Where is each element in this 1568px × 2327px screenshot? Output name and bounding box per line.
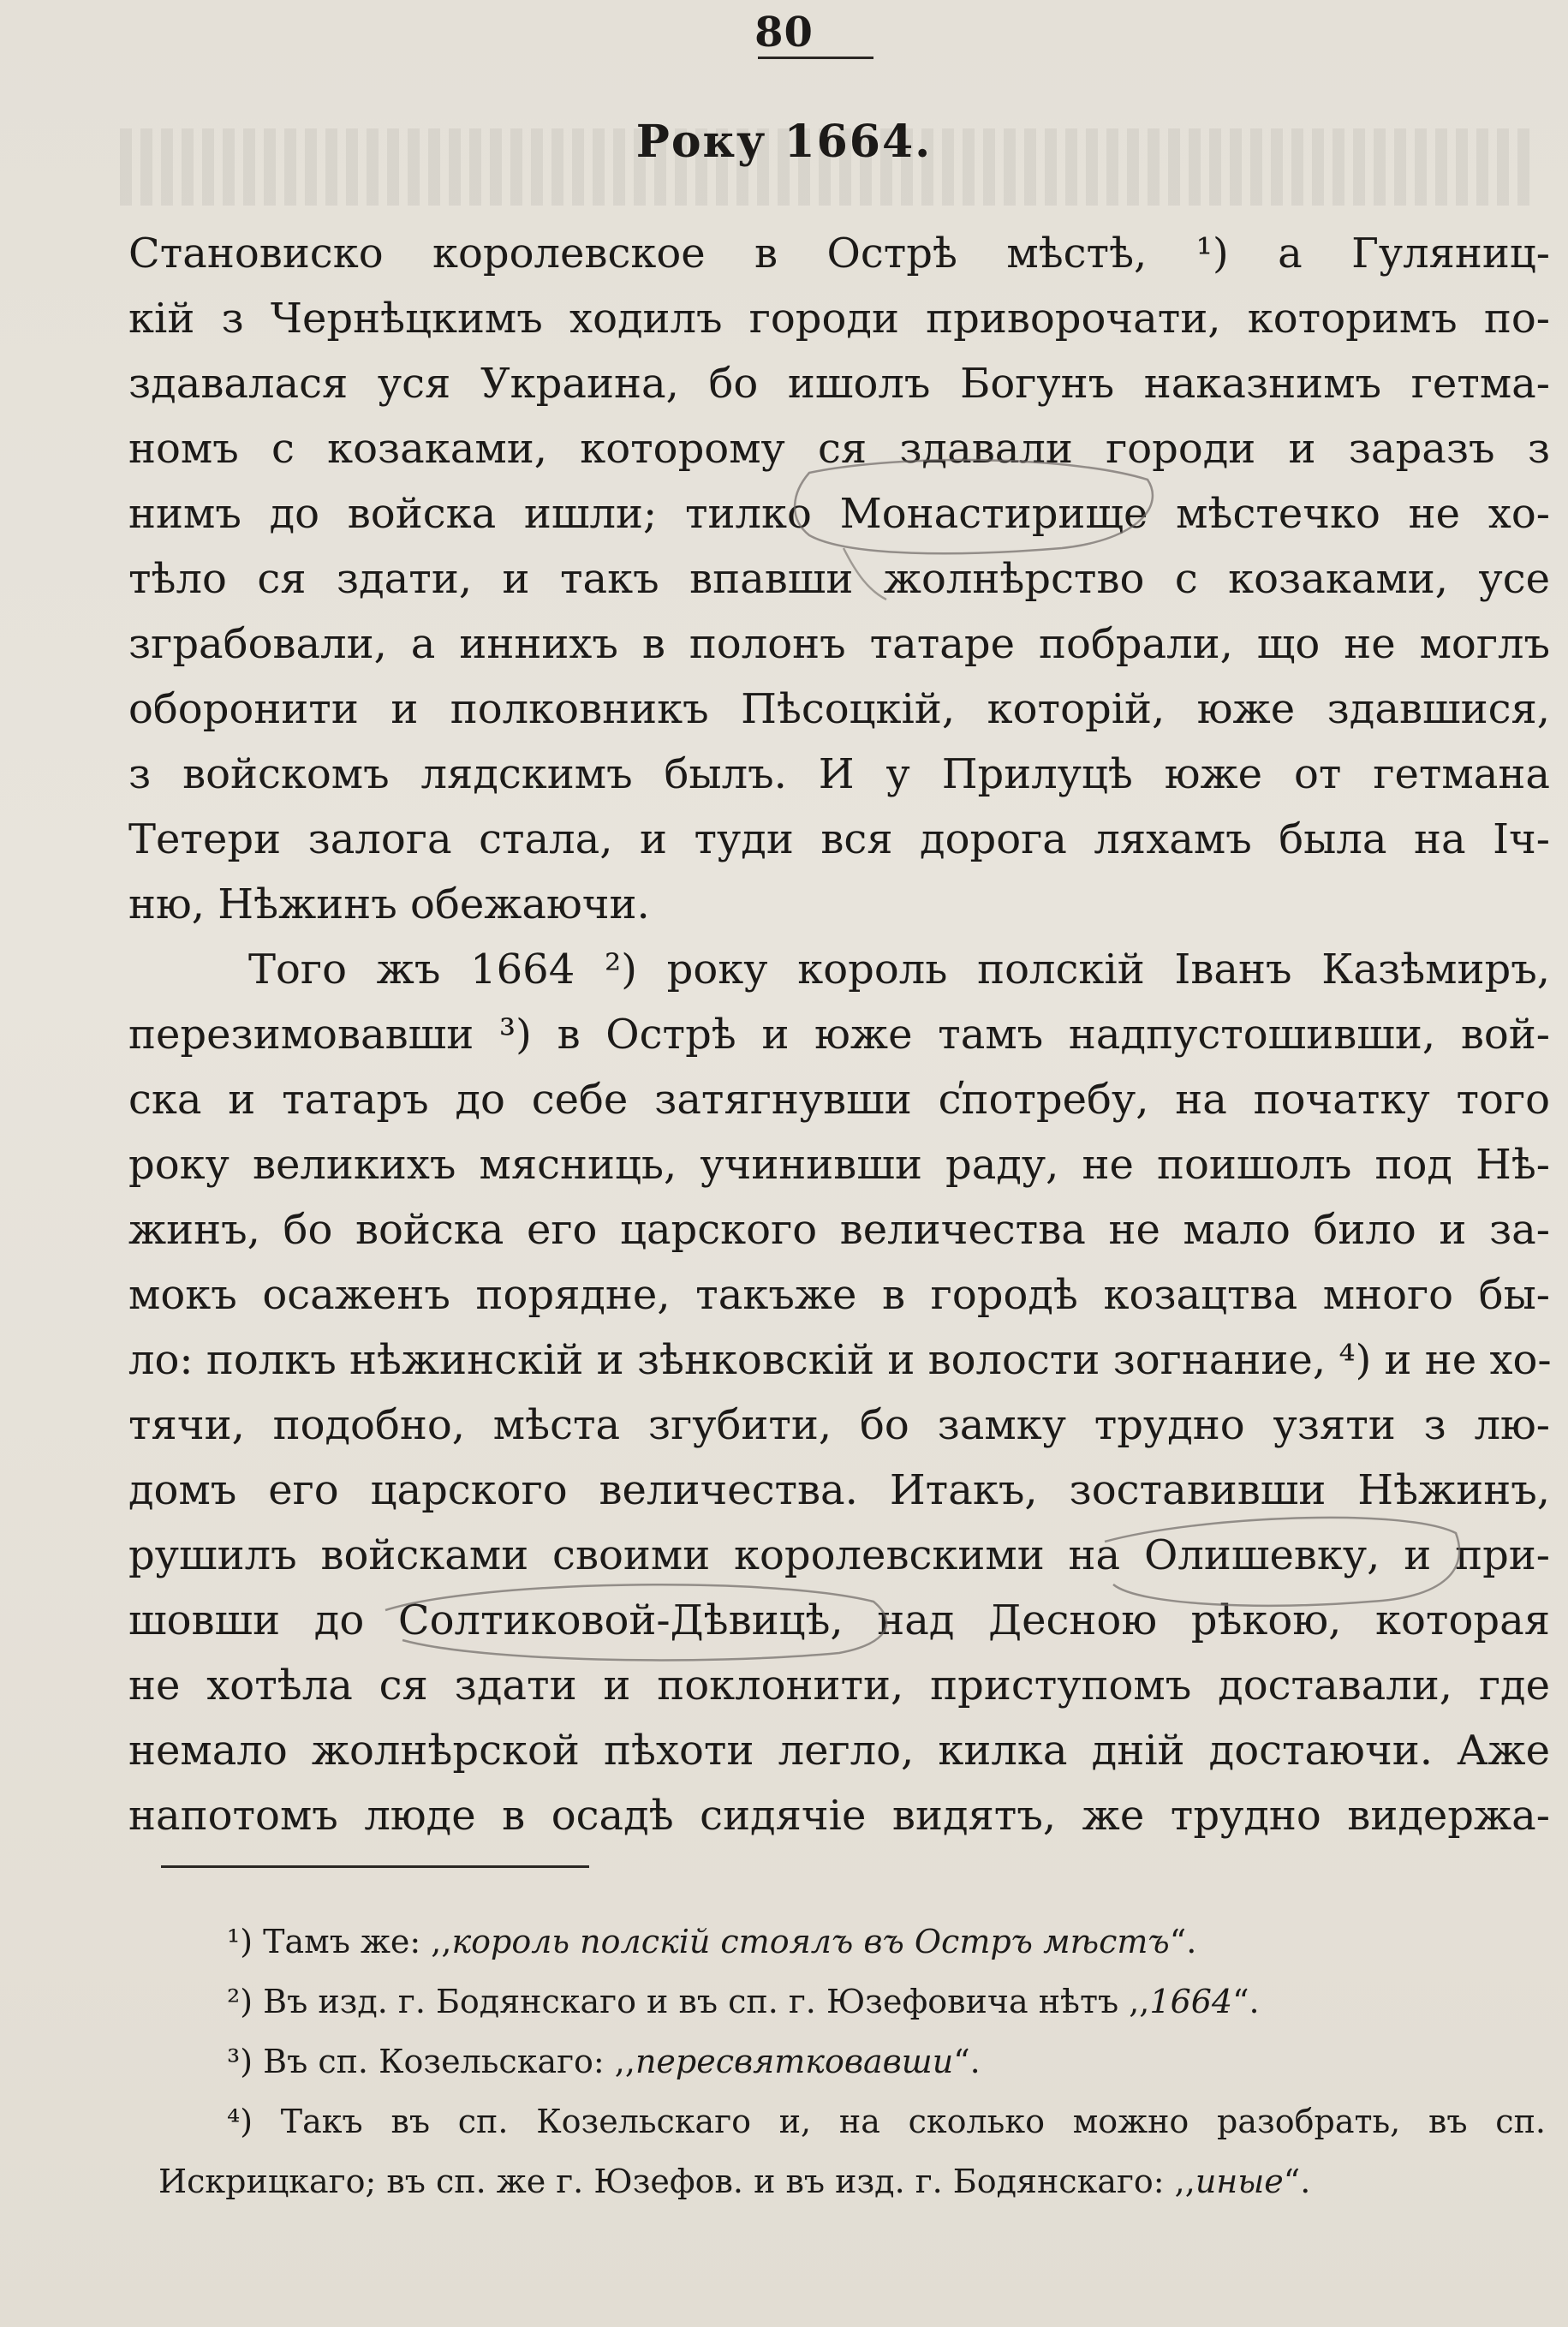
- footnotes: [158, 1912, 1546, 2211]
- body-line: кій з Чернѣцкимъ ходилъ городи приворочати, которимъ по-: [128, 295, 1550, 343]
- footnote: ¹) Тамъ же: ,,король полскій стоялъ въ Остръ мѣстъ“.: [227, 1923, 1197, 1960]
- footnote: ⁴) Такъ въ сп. Козельскаго и, на сколько можно разобрать, въ сп.: [227, 2103, 1546, 2140]
- body-line: тячи, подобно, мѣста згубити, бо замку трудно узяти з лю-: [128, 1401, 1550, 1449]
- footnote-rule: [161, 1865, 589, 1868]
- body-line: тѣло ся здати, и такъ впавши жолнѣрство с козаками, усе: [128, 555, 1550, 603]
- body-line: перезимовавши ³) в Острѣ и юже тамъ надпустошивши, вой-: [128, 1011, 1550, 1059]
- body-line: з войскомъ лядскимъ былъ. И у Прилуцѣ юже от гетмана: [128, 750, 1550, 798]
- body-line: жинъ, бо войска его царского величества не мало било и за-: [128, 1206, 1550, 1254]
- body-line: мокъ осаженъ порядне, такъже в городѣ козацтва много бы-: [128, 1271, 1550, 1319]
- body-line: напотомъ люде в осадѣ сидячіе видятъ, же трудно видержа-: [128, 1792, 1550, 1840]
- body-line: Того жъ 1664 ²) року король полскій Іванъ Казѣмиръ,: [248, 946, 1550, 993]
- footnote-continuation: Искрицкаго; въ сп. же г. Юзефов. и въ изд. г. Бодянскаго: ,,иные“.: [158, 2163, 1311, 2200]
- body-line: номъ с козаками, которому ся здавали городи и заразъ з: [128, 425, 1550, 473]
- body-line: оборонити и полковникъ Пѣсоцкій, которій, юже здавшися,: [128, 685, 1550, 733]
- body-line: ню, Нѣжинъ обежаючи.: [128, 880, 650, 928]
- body-line: ло: полкъ нѣжинскій и зѣнковскій и волости зогнание, ⁴) и не хо-: [128, 1336, 1552, 1384]
- body-line: нимъ до войска ишли; тилко Монастирище мѣстечко не хо-: [128, 490, 1550, 538]
- body-line: ска и татаръ до себе затягнувши с̕потребу, на початку того: [128, 1076, 1550, 1124]
- body-line: не хотѣла ся здати и поклонити, приступомъ доставали, где: [128, 1662, 1550, 1709]
- body-line: немало жолнѣрской пѣхоти легло, килка дній достаючи. Аже: [128, 1727, 1550, 1775]
- body-line: рушилъ войсками своими королевскими на Олишевку, и при-: [128, 1531, 1550, 1579]
- body-line: шовши до Солтиковой-Дѣвицѣ, над Десною рѣкою, которая: [128, 1596, 1550, 1644]
- page-number-rule: [758, 57, 873, 59]
- page-number: 80: [754, 9, 814, 57]
- body-line: року великихъ мясниць, учинивши раду, не поишолъ под Нѣ-: [128, 1141, 1550, 1189]
- body-line: здавалася уся Украина, бо ишолъ Богунъ наказнимъ гетма-: [128, 360, 1550, 408]
- footnote: ²) Въ изд. г. Бодянскаго и въ сп. г. Юзефовича нѣтъ ,,1664“.: [227, 1983, 1260, 2020]
- body-line: Становиско королевское в Острѣ мѣстѣ, ¹) а Гуляниц-: [128, 230, 1550, 277]
- body-line: Тетери залога стала, и туди вся дорога ляхамъ была на Іч-: [128, 815, 1550, 863]
- section-heading: Року 1664.: [635, 116, 933, 168]
- body-line: зграбовали, а иннихъ в полонъ татаре побрали, що не моглъ: [128, 620, 1550, 668]
- body-line: домъ его царского величества. Итакъ, зоставивши Нѣжинъ,: [128, 1466, 1550, 1514]
- body-text: [128, 221, 1550, 1848]
- footnote: ³) Въ сп. Козельскаго: ,,пересвятковавши“.: [227, 2043, 981, 2080]
